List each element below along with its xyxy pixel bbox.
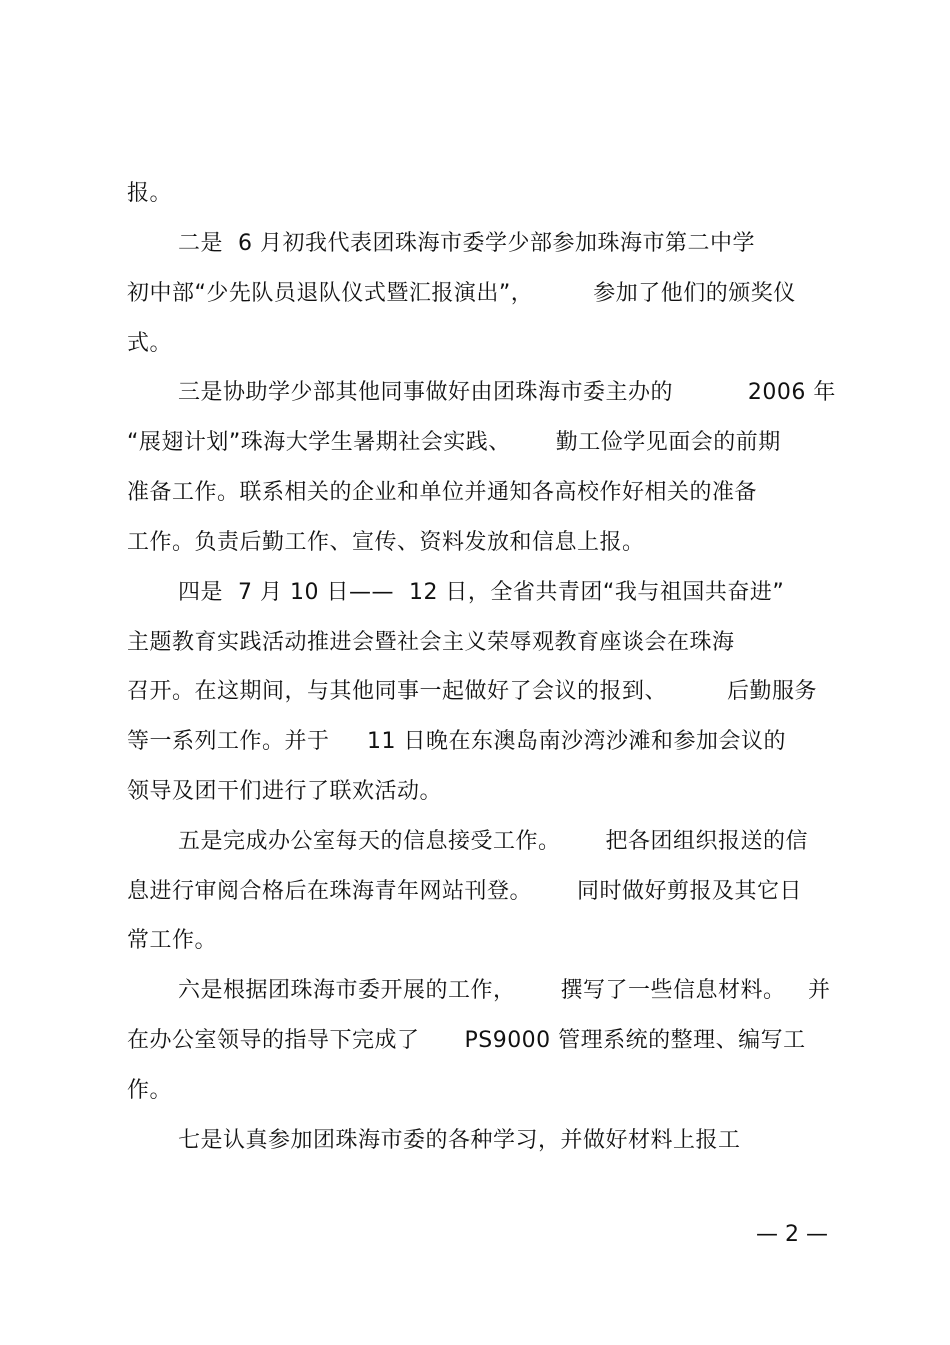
paragraph-line: 初中部“少先队员退队仪式暨汇报演出”， 参加了他们的颁奖仪 — [127, 281, 796, 306]
paragraph-line: 三是协助学少部其他同事做好由团珠海市委主办的 2006 年 — [178, 380, 836, 405]
paragraph-line: “展翅计划”珠海大学生暑期社会实践、 勤工俭学见面会的前期 — [127, 430, 781, 455]
paragraph-line: 工作。负责后勤工作、宣传、资料发放和信息上报。 — [127, 530, 645, 555]
paragraph-line: 在办公室领导的指导下完成了 PS9000 管理系统的整理、编写工 — [127, 1028, 806, 1053]
paragraph-line: 准备工作。联系相关的企业和单位并通知各高校作好相关的准备 — [127, 480, 758, 505]
paragraph-line: 六是根据团珠海市委开展的工作， 撰写了一些信息材料。 并 — [178, 978, 831, 1003]
paragraph-line: 召开。在这期间，与其他同事一起做好了会议的报到、 后勤服务 — [127, 679, 817, 704]
paragraph-line: 二是 6 月初我代表团珠海市委学少部参加珠海市第二中学 — [178, 231, 755, 256]
paragraph-line: 四是 7 月 10 日—— 12 日，全省共青团“我与祖国共奋进” — [178, 580, 785, 605]
paragraph-line: 五是完成办公室每天的信息接受工作。 把各团组织报送的信 — [178, 829, 808, 854]
paragraph-line: 报。 — [127, 181, 173, 206]
paragraph-line: 式。 — [127, 331, 173, 356]
paragraph-line: 七是认真参加团珠海市委的各种学习，并做好材料上报工 — [178, 1128, 741, 1153]
paragraph-line: 息进行审阅合格后在珠海青年网站刊登。 同时做好剪报及其它日 — [127, 879, 802, 904]
paragraph-line: 常工作。 — [127, 928, 218, 953]
paragraph-line: 主题教育实践活动推进会暨社会主义荣辱观教育座谈会在珠海 — [127, 630, 735, 655]
paragraph-line: 等一系列工作。并于 11 日晚在东澳岛南沙湾沙滩和参加会议的 — [127, 729, 786, 754]
paragraph-line: 领导及团干们进行了联欢活动。 — [127, 779, 443, 804]
paragraph-line: 作。 — [127, 1078, 173, 1103]
page-number: — 2 — — [756, 1222, 828, 1247]
